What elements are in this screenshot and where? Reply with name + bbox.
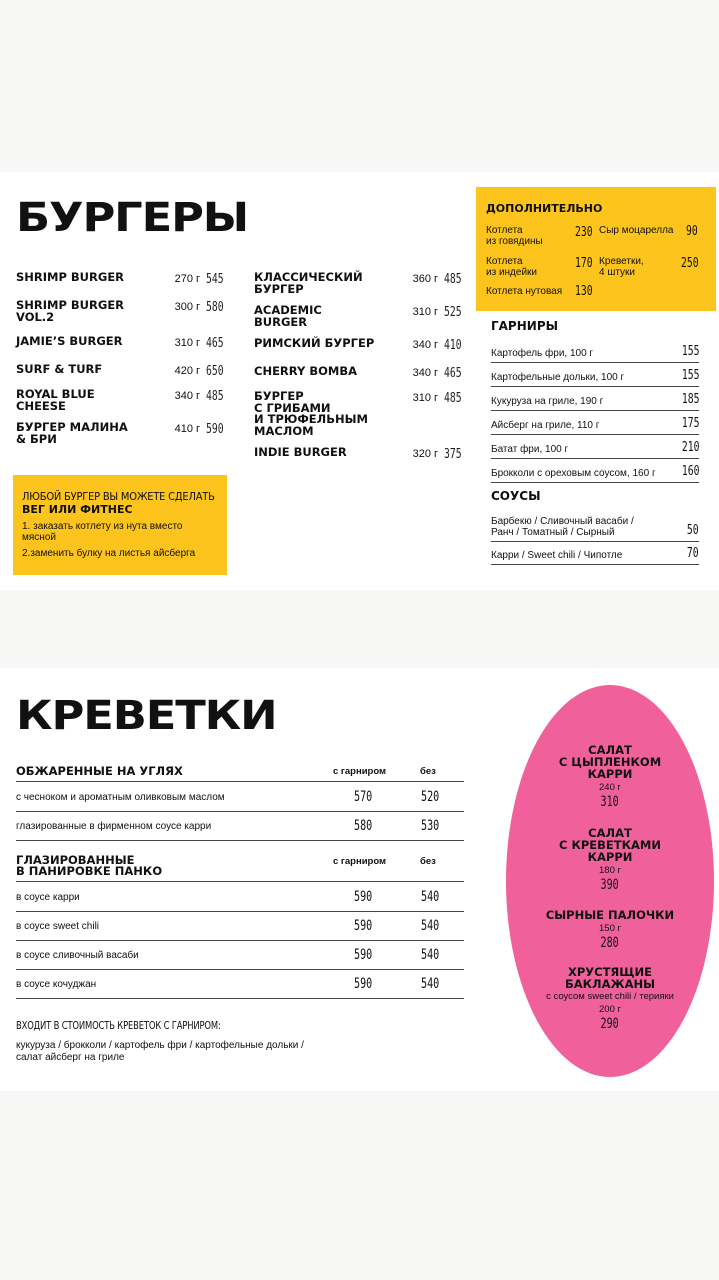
side-item	[491, 337, 699, 363]
special-item	[506, 827, 714, 894]
sauce-name: Барбекю / Сливочный васаби / Ранч / Томатный / Сырный	[491, 516, 634, 538]
side-item	[491, 387, 699, 411]
side-item	[491, 411, 699, 435]
burger-name: INDIE BURGER	[254, 445, 347, 459]
price-without: 530	[421, 818, 440, 834]
burger-price: 485	[206, 389, 224, 404]
burger-name: SHRIMP BURGER	[16, 270, 125, 284]
shrimp-row	[16, 812, 464, 841]
burger-weight: 300 г	[174, 301, 200, 313]
burger-item	[254, 305, 464, 328]
burgers-column-1	[16, 272, 226, 455]
included-title: ВХОДИТ В СТОИМОСТЬ КРЕВЕТОК С ГАРНИРОМ:	[16, 1019, 221, 1032]
extras-item: Креветки, 4 штуки	[599, 256, 644, 278]
column-with-side: с гарниром	[333, 856, 387, 867]
burger-price: 545	[206, 272, 224, 287]
burger-weight: 310 г	[412, 306, 438, 318]
price-with-side: 580	[354, 818, 373, 834]
special-weight: 240 г	[599, 782, 621, 793]
burger-weight: 340 г	[412, 367, 438, 379]
special-item	[506, 909, 714, 952]
burger-item	[254, 338, 464, 353]
shrimp-row	[16, 941, 464, 970]
vege-subtitle: ВЕГ ИЛИ ФИТНЕС	[22, 503, 133, 516]
side-name: Брокколи с ореховым соусом, 160 г	[491, 468, 656, 479]
burger-weight: 420 г	[174, 365, 200, 377]
special-subtitle: с соусом sweet chili / терияки	[546, 991, 674, 1002]
burger-weight: 310 г	[412, 392, 438, 404]
burger-weight: 360 г	[412, 273, 438, 285]
sauce-price: 70	[687, 546, 699, 561]
side-price: 155	[681, 368, 699, 383]
extras-price: 170	[575, 256, 593, 271]
burger-item	[16, 300, 226, 323]
burger-item	[16, 364, 226, 379]
price-without: 540	[421, 918, 440, 934]
side-price: 175	[681, 416, 699, 431]
burger-weight: 340 г	[412, 339, 438, 351]
price-with-side: 590	[354, 947, 373, 963]
price-without: 540	[421, 976, 440, 992]
shrimp-name: в соусе sweet chili	[16, 920, 100, 932]
side-price: 160	[681, 464, 699, 479]
sides-title: ГАРНИРЫ	[491, 319, 559, 333]
shrimp-title: КРЕВЕТКИ	[16, 693, 277, 739]
burger-name: ACADEMIC BURGER	[254, 303, 322, 329]
included-text: кукуруза / брокколи / картофель фри / картофельные дольки / салат айсберг на гриле	[16, 1040, 304, 1063]
vege-item: 1. заказать котлету из нута вместо мясной	[22, 521, 183, 543]
extras-item: Котлета нутовая	[486, 286, 563, 297]
burger-item	[254, 447, 464, 462]
burger-weight: 320 г	[412, 448, 438, 460]
extras-title: ДОПОЛНИТЕЛЬНО	[486, 202, 603, 215]
special-item	[506, 966, 714, 1033]
burger-weight: 340 г	[174, 390, 200, 402]
burger-price: 485	[444, 391, 462, 406]
shrimp-name: в соусе карри	[16, 891, 80, 903]
burger-item	[16, 272, 226, 287]
column-without: без	[420, 766, 436, 777]
side-name: Картофель фри, 100 г	[491, 348, 594, 359]
shrimp-name: глазированные в фирменном соусе карри	[16, 820, 212, 832]
burger-name: КЛАССИЧЕСКИЙ БУРГЕР	[254, 270, 363, 296]
sauces-title: СОУСЫ	[491, 489, 541, 503]
column-with-side: с гарниром	[333, 766, 387, 777]
burger-item	[254, 366, 464, 381]
sauce-item	[491, 507, 699, 542]
shrimp-group-title: ГЛАЗИРОВАННЫЕ В ПАНИРОВКЕ ПАНКО	[16, 853, 163, 878]
burger-price: 375	[444, 447, 462, 462]
burger-name: БУРГЕР С ГРИБАМИ И ТРЮФЕЛЬНЫМ МАСЛОМ	[254, 389, 368, 438]
burger-name: SHRIMP BURGER VOL.2	[16, 298, 125, 324]
vege-fitness-box	[13, 475, 227, 575]
price-without: 540	[421, 889, 440, 905]
special-price: 310	[600, 794, 620, 810]
shrimp-name: в соусе сливочный васаби	[16, 949, 139, 961]
side-item	[491, 435, 699, 459]
burger-price: 580	[206, 300, 224, 315]
extras-item: Сыр моцарелла	[599, 225, 674, 236]
special-weight: 180 г	[599, 865, 621, 876]
burger-name: ROYAL BLUE CHEESE	[16, 387, 95, 413]
sauce-item	[491, 542, 699, 565]
shrimp-group-header	[16, 760, 464, 782]
special-weight: 200 г	[599, 1004, 621, 1015]
side-name: Батат фри, 100 г	[491, 444, 569, 455]
extras-item: Котлета из говядины	[486, 225, 543, 247]
extras-price: 90	[686, 224, 698, 239]
burger-price: 650	[206, 364, 224, 379]
burger-price: 590	[206, 422, 224, 437]
burger-item	[16, 389, 226, 412]
vege-item: 2.заменить булку на листья айсберга	[22, 548, 196, 559]
price-with-side: 590	[354, 889, 373, 905]
price-without: 520	[421, 789, 440, 805]
burger-name: БУРГЕР МАЛИНА & БРИ	[16, 420, 128, 446]
shrimp-group-header	[16, 843, 464, 882]
burger-price: 525	[444, 305, 462, 320]
column-without: без	[420, 856, 436, 867]
shrimp-row	[16, 883, 464, 912]
side-item	[491, 459, 699, 483]
price-with-side: 590	[354, 976, 373, 992]
shrimp-row	[16, 783, 464, 812]
burger-name: JAMIE’S BURGER	[16, 334, 123, 348]
burger-name: РИМСКИЙ БУРГЕР	[254, 336, 375, 350]
side-name: Картофельные дольки, 100 г	[491, 372, 625, 383]
burger-weight: 310 г	[174, 337, 200, 349]
side-item	[491, 363, 699, 387]
price-without: 540	[421, 947, 440, 963]
extras-item: Котлета из индейки	[486, 256, 538, 278]
burger-item	[16, 336, 226, 351]
special-weight: 150 г	[599, 923, 621, 934]
special-price: 280	[600, 935, 620, 951]
burgers-title: БУРГЕРЫ	[16, 195, 249, 241]
shrimp-name: в соусе кочуджан	[16, 978, 97, 990]
special-name: ХРУСТЯЩИЕ БАКЛАЖАНЫ	[564, 965, 656, 991]
burger-price: 465	[444, 366, 462, 381]
extras-price: 130	[575, 284, 593, 299]
sauce-name: Карри / Sweet chili / Чипотле	[491, 550, 623, 561]
burger-price: 485	[444, 272, 462, 287]
burgers-column-2	[254, 272, 464, 472]
side-price: 155	[681, 344, 699, 359]
special-price: 390	[600, 877, 620, 893]
price-with-side: 590	[354, 918, 373, 934]
side-price: 210	[681, 440, 699, 455]
burger-item	[254, 391, 464, 437]
shrimp-name: с чесноком и ароматным оливковым маслом	[16, 791, 225, 803]
burger-item	[16, 422, 226, 445]
extras-price: 230	[575, 225, 593, 240]
sauce-price: 50	[687, 523, 699, 538]
burger-name: CHERRY BOMBA	[254, 364, 357, 378]
special-name: САЛАТ С ЦЫПЛЕНКОМ КАРРИ	[558, 743, 662, 781]
side-price: 185	[681, 392, 699, 407]
special-item	[506, 744, 714, 811]
special-name: САЛАТ С КРЕВЕТКАМИ КАРРИ	[559, 826, 661, 864]
burger-price: 410	[444, 338, 462, 353]
shrimp-row	[16, 912, 464, 941]
vege-title: ЛЮБОЙ БУРГЕР ВЫ МОЖЕТЕ СДЕЛАТЬ	[22, 490, 215, 503]
burger-weight: 270 г	[174, 273, 200, 285]
shrimp-row	[16, 970, 464, 999]
extras-price: 250	[681, 256, 699, 271]
burger-name: SURF & TURF	[16, 362, 103, 376]
burger-item	[254, 272, 464, 295]
side-name: Кукуруза на гриле, 190 г	[491, 396, 604, 407]
extras-box	[476, 187, 716, 311]
side-name: Айсберг на гриле, 110 г	[491, 420, 600, 431]
burger-price: 465	[206, 336, 224, 351]
price-with-side: 570	[354, 789, 373, 805]
special-price: 290	[600, 1016, 620, 1032]
special-name: СЫРНЫЕ ПАЛОЧКИ	[545, 908, 675, 922]
burger-weight: 410 г	[174, 423, 200, 435]
shrimp-group-title: ОБЖАРЕННЫЕ НА УГЛЯХ	[16, 764, 183, 778]
